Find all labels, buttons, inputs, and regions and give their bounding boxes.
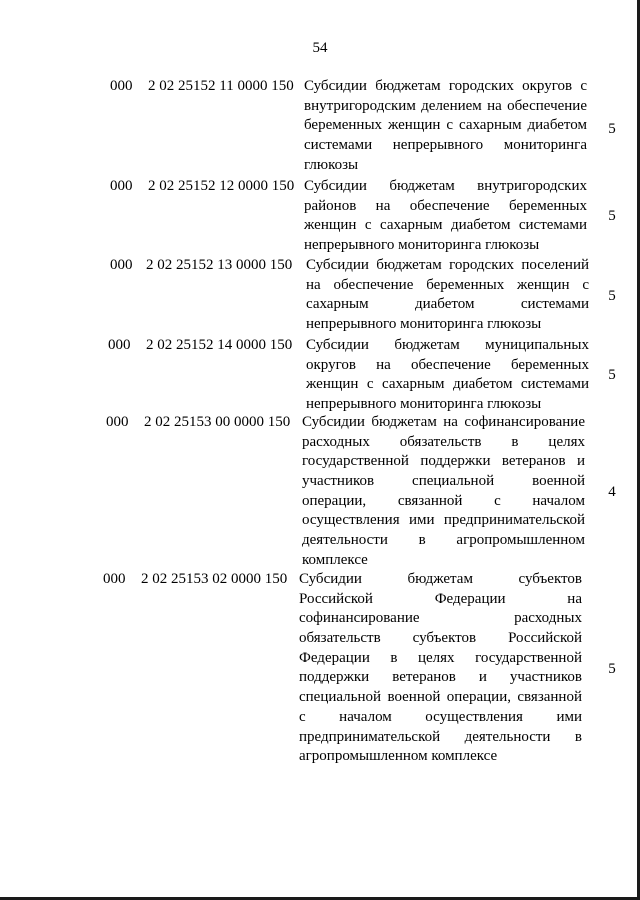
amount-cell: 5 [608,661,616,677]
description-line: женщин с сахарным диабетом системами [304,217,587,234]
description-cell [302,413,585,571]
description-line: обязательств субъектов Российской [299,630,582,647]
page-number: 54 [312,40,328,56]
description-line: беременных женщин с сахарным диабетом [304,117,587,134]
amount-cell: 5 [608,367,616,383]
description-cell [306,336,589,415]
admin-code-cell: 000 [103,571,126,587]
description-line: деятельности в агропромышленном [302,532,585,549]
description-line: комплексе [302,551,368,568]
description-line: районов на обеспечение беременных [304,197,587,214]
description-line: Субсидии бюджетам муниципальных [306,337,589,353]
description-line: государственной поддержки ветеранов и [302,453,585,470]
description-line: Российской Федерации на [299,590,582,607]
description-line: непрерывного мониторинга глюкозы [304,237,540,254]
description-line: округов на обеспечение беременных [306,356,589,373]
description-line: непрерывного мониторинга глюкозы [306,396,542,413]
description-line: женщин с сахарным диабетом системами [306,376,589,393]
description-line: непрерывного мониторинга глюкозы [306,316,542,333]
admin-code-cell: 000 [110,178,133,194]
amount-cell: 5 [608,288,616,304]
description-cell [304,77,587,175]
description-cell [306,256,589,335]
description-line: внутригородским делением на обеспечение [304,97,587,114]
admin-code-cell: 000 [110,257,133,273]
amount-cell: 5 [608,121,616,137]
description-line: глюкозы [304,156,359,173]
description-line: участников специальной военной [302,473,585,490]
description-line: специальной военной операции, связанной [299,689,582,706]
description-line: осуществления ими предпринимательской [302,512,585,529]
description-line: агропромышленном комплексе [299,748,498,765]
kbk-code-cell: 2 02 25153 02 0000 150 [141,571,288,587]
admin-code-cell: 000 [108,337,131,353]
description-line: Федерации в целях государственной [299,649,582,666]
description-cell [299,570,582,767]
description-line: системами непрерывного мониторинга [304,137,587,154]
amount-cell: 5 [608,208,616,224]
amount-cell: 4 [608,484,616,500]
kbk-code-cell: 2 02 25152 13 0000 150 [146,257,293,273]
description-line: на обеспечение беременных женщин с [306,276,589,293]
description-line: Субсидии бюджетам на софинансирование [302,414,585,430]
description-line: софинансирование расходных [299,610,582,627]
description-line: Субсидии бюджетам внутригородских [304,178,587,194]
description-line: Субсидии бюджетам городских округов с [304,78,587,94]
description-line: предпринимательской деятельности в [299,728,582,745]
kbk-code-cell: 2 02 25152 11 0000 150 [148,78,294,94]
description-line: поддержки ветеранов и участников [299,669,582,686]
description-cell [304,177,587,256]
kbk-code-cell: 2 02 25152 14 0000 150 [146,337,293,353]
description-line: расходных обязательств в целях [302,433,585,450]
description-line: операции, связанной с началом [302,492,585,509]
description-line: с началом осуществления ими [299,708,582,725]
kbk-code-cell: 2 02 25152 12 0000 150 [148,178,295,194]
description-line: сахарным диабетом системами [306,296,589,313]
description-line: Субсидии бюджетам субъектов [299,571,582,587]
admin-code-cell: 000 [106,414,129,430]
description-line: Субсидии бюджетам городских поселений [306,257,589,273]
kbk-code-cell: 2 02 25153 00 0000 150 [144,414,291,430]
admin-code-cell: 000 [110,78,133,94]
